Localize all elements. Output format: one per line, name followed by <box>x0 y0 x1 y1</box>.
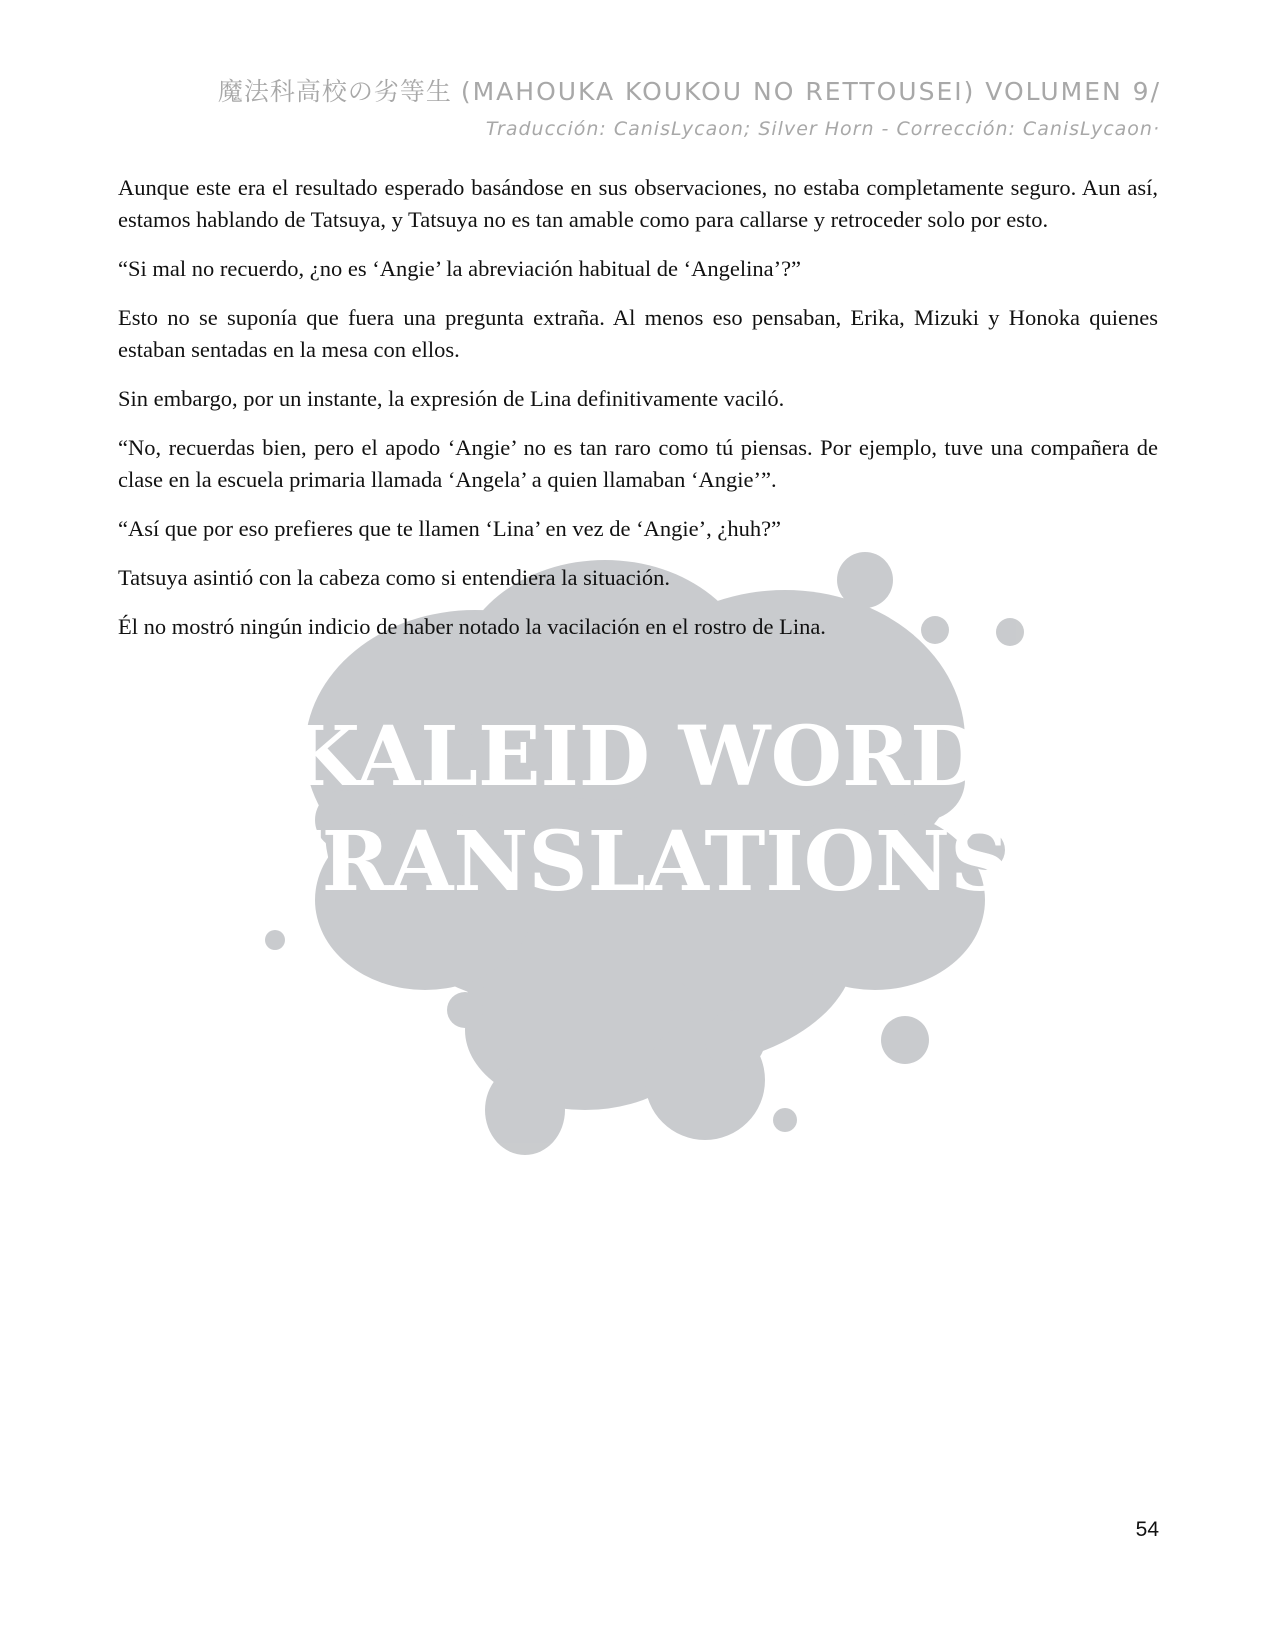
page-number: 54 <box>1135 1518 1159 1541</box>
header-title-separator: / <box>1150 77 1160 106</box>
header-title <box>218 72 1160 108</box>
header-title-kanji: 魔法科高校の劣等生 <box>217 77 452 106</box>
paragraph: “No, recuerdas bien, pero el apodo ‘Angie’ no es tan raro como tú piensas. Por ejemplo, tuve una compañera de clase en la escuela primaria llamada ‘Angela’ a quien llamaban ‘Angie’”. <box>118 435 1158 492</box>
paragraph: “Así que por eso prefieres que te llamen ‘Lina’ en vez de ‘Angie’, ¿huh?” <box>118 516 782 541</box>
paragraph: Él no mostró ningún indicio de haber notado la vacilación en el rostro de Lina. <box>118 614 826 639</box>
paragraph: Tatsuya asintió con la cabeza como si entendiera la situación. <box>118 565 670 590</box>
header-title-latin: (MAHOUKA KOUKOU NO RETTOUSEI) VOLUMEN 9 <box>460 77 1151 106</box>
paragraph: Sin embargo, por un instante, la expresión de Lina definitivamente vaciló. <box>118 386 785 411</box>
paragraph: “Si mal no recuerdo, ¿no es ‘Angie’ la abreviación habitual de ‘Angelina’?” <box>118 256 802 281</box>
page-header <box>218 72 1160 140</box>
paragraph: Esto no se suponía que fuera una pregunta extraña. Al menos eso pensaban, Erika, Mizuki y Honoka quienes estaban sentadas en la mesa con ellos. <box>118 305 1158 362</box>
body-text <box>118 172 1158 660</box>
watermark-line1: KALEID WORD <box>288 709 982 805</box>
header-credits: Traducción: CanisLycaon; Silver Horn - Corrección: CanisLycaon· <box>485 118 1160 140</box>
watermark-line2: TRANSLATIONS <box>260 814 1010 910</box>
paragraph: Aunque este era el resultado esperado basándose en sus observaciones, no estaba completamente seguro. Aun así, estamos hablando de Tatsuya, y Tatsuya no es tan amable como para callarse y retroceder solo por esto. <box>118 175 1158 232</box>
